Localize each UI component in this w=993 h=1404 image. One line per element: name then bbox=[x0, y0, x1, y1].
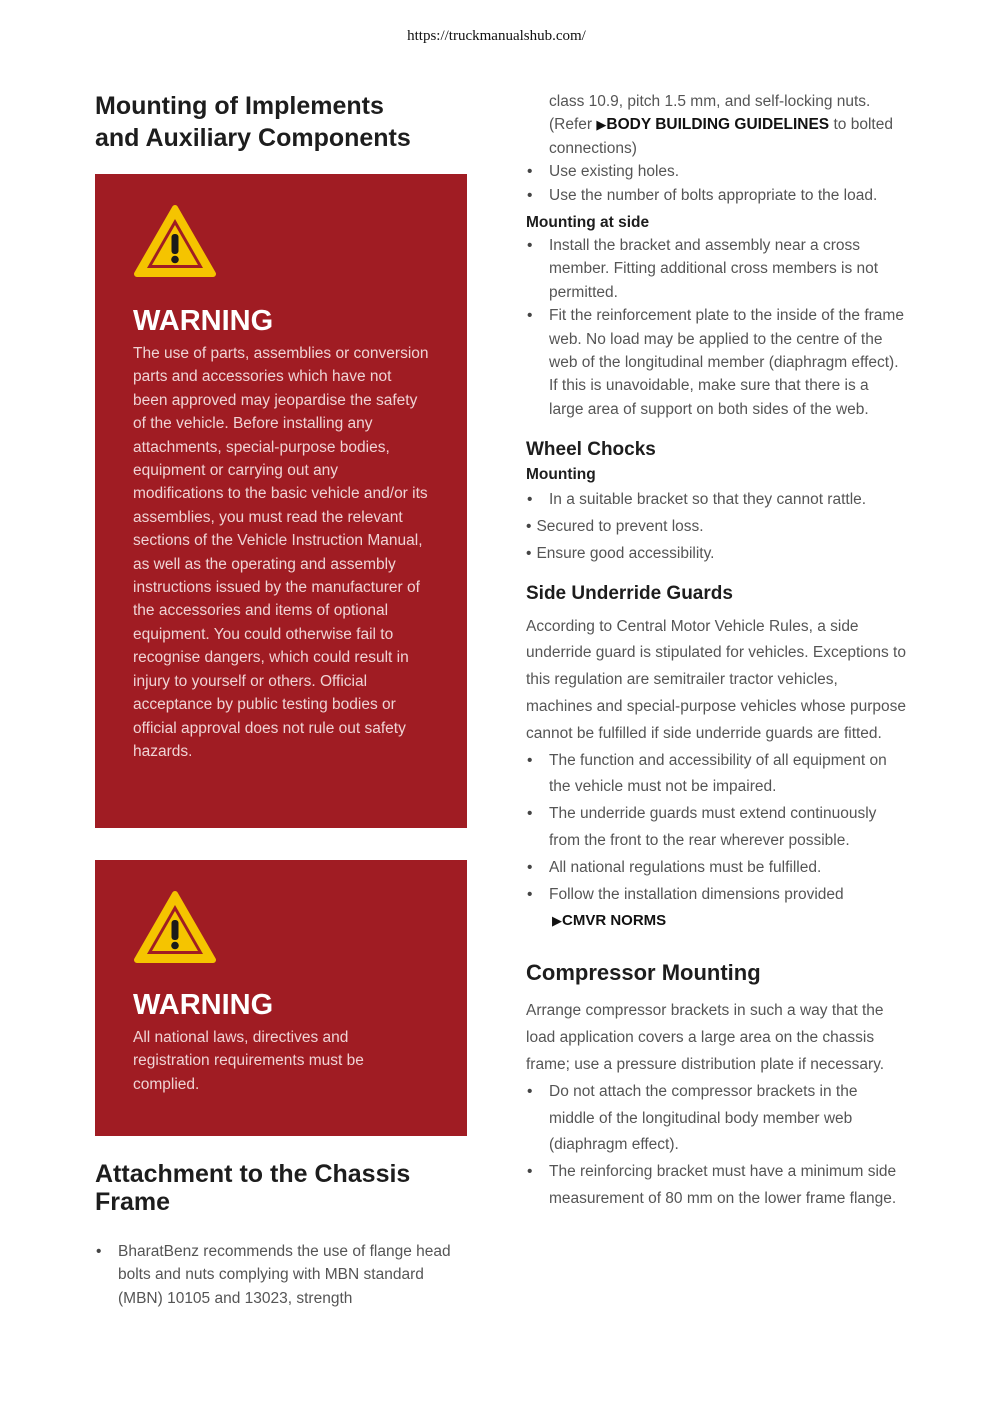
side-underride-paragraph: According to Central Motor Vehicle Rules, a side underride guard is stipulated for vehicles. Exceptions to this regulation are semitrailer tractor vehicles, machines and special-purpose vehicles whose purpose cannot be fulfilled if side underride guards are fitted. bbox=[526, 617, 906, 742]
page-title bbox=[95, 90, 467, 154]
warning-title: WARNING bbox=[133, 305, 274, 337]
warning-triangle-icon bbox=[133, 204, 217, 278]
attachment-title: Attachment to the Chassis Frame bbox=[95, 1160, 411, 1216]
list-item: • BharatBenz recommends the use of flange head bolts and nuts complying with MBN standard (MBN) 10105 and 13023, strength bbox=[95, 1240, 467, 1310]
list-item: • All national regulations must be fulfilled. bbox=[526, 855, 906, 882]
warning-box-parts bbox=[95, 174, 467, 828]
source-url: https://truckmanualshub.com/ bbox=[407, 28, 586, 44]
list-item: • Install the bracket and assembly near a cross member. Fitting additional cross members is not permitted. bbox=[526, 234, 906, 304]
reference-arrow-icon: ▶ bbox=[596, 117, 607, 133]
list-item: • Secured to prevent loss. bbox=[526, 514, 906, 541]
continuation-text: class 10.9, pitch 1.5 mm, and self-locking nuts. (Refer bbox=[549, 93, 871, 134]
list-item: • Do not attach the compressor brackets in the middle of the longitudinal body member web (diaphragm effect). bbox=[526, 1079, 906, 1159]
wheel-chocks-list bbox=[526, 487, 906, 514]
list-item: • The reinforcing bracket must have a minimum side measurement of 80 mm on the lower frame flange. bbox=[526, 1159, 906, 1213]
reference-arrow-icon: ▶ bbox=[552, 913, 562, 929]
page-title-line2: and Auxiliary Components bbox=[95, 124, 411, 152]
compressor-list bbox=[526, 1079, 906, 1213]
warning-box-laws bbox=[95, 860, 467, 1136]
compressor-heading: Compressor Mounting bbox=[526, 960, 761, 986]
list-item: • Use existing holes. bbox=[526, 160, 906, 183]
cmvr-norms-link[interactable]: CMVR NORMS bbox=[562, 912, 667, 930]
warning-title: WARNING bbox=[133, 989, 274, 1021]
cmvr-reference bbox=[526, 908, 906, 934]
left-column bbox=[95, 90, 467, 1307]
bolt-list bbox=[526, 160, 906, 207]
list-item: • Fit the reinforcement plate to the inside of the frame web. No load may be applied to the centre of the web of the longitudinal member (diaphragm effect). If this is unavoidable, make sure that there is a large area of support on both sides of the web. bbox=[526, 304, 906, 421]
right-column bbox=[526, 90, 906, 1213]
wheel-chocks-list-short bbox=[526, 514, 906, 568]
body-building-guidelines-link[interactable]: BODY BUILDING GUIDELINES bbox=[606, 116, 830, 134]
warning-triangle-icon bbox=[133, 890, 217, 964]
list-item: • The underride guards must extend continuously from the front to the rear wherever possible. bbox=[526, 801, 906, 855]
list-item: • Follow the installation dimensions provided bbox=[526, 882, 906, 909]
list-item: • Use the number of bolts appropriate to the load. bbox=[526, 184, 906, 207]
attachment-section bbox=[95, 1160, 467, 1310]
wheel-chocks-mounting-heading: Mounting bbox=[526, 466, 596, 484]
page-title-line1: Mounting of Implements bbox=[95, 92, 384, 120]
wheel-chocks-heading: Wheel Chocks bbox=[526, 439, 656, 461]
list-item: • The function and accessibility of all equipment on the vehicle must not be impaired. bbox=[526, 748, 906, 802]
compressor-paragraph: Arrange compressor brackets in such a way that the load application covers a large area on the chassis frame; use a pressure distribution plate if necessary. bbox=[526, 1002, 885, 1074]
side-underride-heading: Side Underride Guards bbox=[526, 582, 733, 604]
list-item: • In a suitable bracket so that they cannot rattle. bbox=[526, 487, 906, 514]
bolt-continuation bbox=[526, 90, 906, 160]
mounting-side-heading: Mounting at side bbox=[526, 214, 650, 232]
warning-text: The use of parts, assemblies or conversion parts and accessories which have not been approved may jeopardise the safety of the vehicle. Before installing any attachments, special-purpose bodies, equipment or carrying out any modifications to the basic vehicle and/or its assemblies, you must read the relevant sections of the Vehicle Instruction Manual, as well as the operating and assembly instructions issued by the manufacturer of the accessories and items of optional equipment. You could otherwise fail to recognise dangers, which could result in injury to yourself or others. Official acceptance by public testing bodies or official approval does not rule out safety hazards. bbox=[133, 345, 429, 760]
continuation-text-after: to bolted connections) bbox=[549, 116, 893, 157]
attachment-list bbox=[95, 1240, 467, 1310]
side-underride-list bbox=[526, 748, 906, 909]
list-item: • Ensure good accessibility. bbox=[526, 541, 906, 568]
warning-text: All national laws, directives and registration requirements must be complied. bbox=[133, 1029, 364, 1093]
mounting-side-list bbox=[526, 234, 906, 421]
